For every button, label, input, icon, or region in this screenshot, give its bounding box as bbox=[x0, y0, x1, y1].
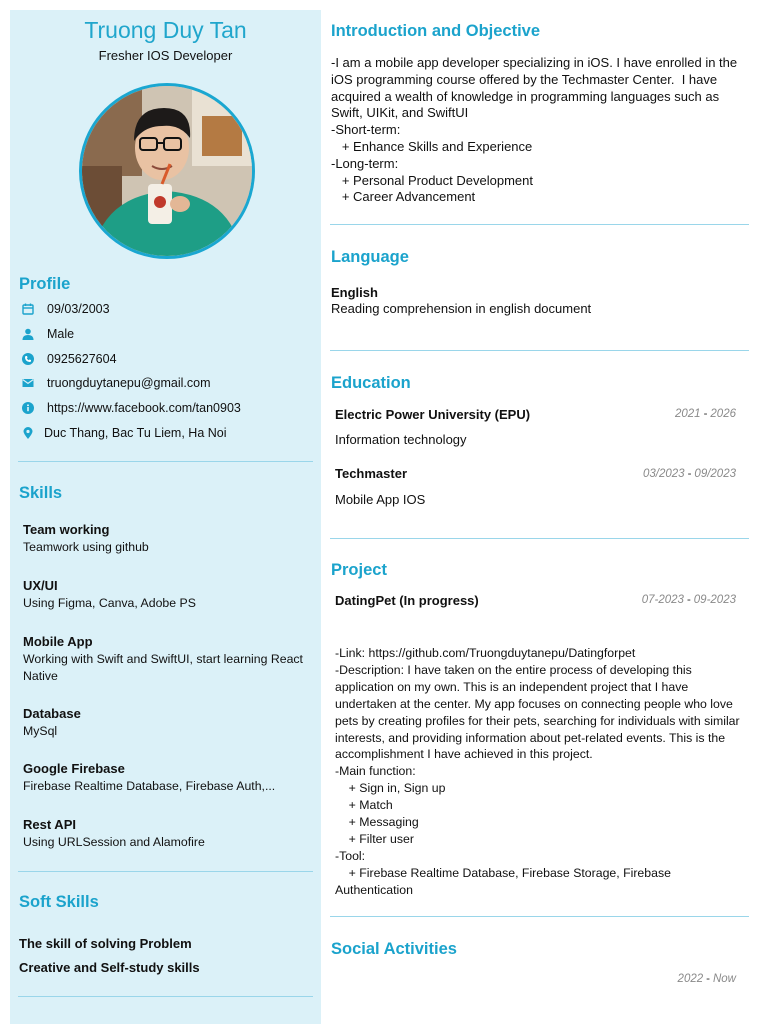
education-field: Information technology bbox=[335, 432, 467, 447]
project-line: -Description: I have taken on the entire process of developing this bbox=[335, 662, 692, 677]
education-school: Electric Power University (EPU) bbox=[335, 407, 531, 422]
divider bbox=[330, 224, 749, 225]
intro-line: acquired a wealth of knowledge in programming languages such as bbox=[331, 88, 720, 104]
date-end: 2026 bbox=[710, 408, 736, 420]
sidebar bbox=[10, 10, 321, 1024]
profile-gender bbox=[22, 326, 74, 342]
skill-title: Mobile App bbox=[23, 634, 93, 649]
language-name: English bbox=[331, 285, 378, 300]
profile-email bbox=[22, 375, 210, 391]
soft-skills-heading: Soft Skills bbox=[19, 893, 99, 911]
divider bbox=[18, 996, 313, 997]
intro-line: + Career Advancement bbox=[331, 189, 476, 205]
divider bbox=[330, 538, 749, 539]
project-line: application on my own. This is an independent project that I have bbox=[335, 679, 689, 694]
skill-title: Google Firebase bbox=[23, 761, 125, 776]
email-icon bbox=[22, 377, 34, 389]
project-description bbox=[335, 645, 747, 899]
profile-address-text: Duc Thang, Bac Tu Liem, Ha Noi bbox=[44, 426, 227, 440]
intro-line: -Long-term: bbox=[331, 155, 399, 171]
skill-desc: Firebase Realtime Database, Firebase Auth,... bbox=[23, 779, 276, 793]
intro-line: + Enhance Skills and Experience bbox=[331, 138, 533, 154]
location-icon bbox=[22, 427, 34, 439]
education-heading: Education bbox=[331, 374, 411, 392]
skill-desc: Teamwork using github bbox=[23, 540, 149, 554]
language-desc: Reading comprehension in english document bbox=[331, 301, 592, 316]
project-line: + Filter user bbox=[335, 831, 414, 846]
education-dates bbox=[675, 408, 736, 420]
project-line: + Sign in, Sign up bbox=[335, 781, 446, 796]
person-icon bbox=[22, 328, 34, 340]
divider bbox=[18, 461, 313, 462]
profile-heading: Profile bbox=[19, 275, 71, 293]
divider bbox=[18, 871, 313, 872]
date-end: 09-2023 bbox=[693, 594, 736, 606]
profile-dob-text: 09/03/2003 bbox=[47, 302, 110, 316]
project-dates bbox=[642, 594, 736, 606]
date-end: Now bbox=[712, 973, 736, 985]
info-icon bbox=[22, 402, 34, 414]
date-separator: - bbox=[687, 468, 692, 480]
language-heading: Language bbox=[331, 248, 409, 266]
profile-phone bbox=[22, 351, 117, 367]
candidate-role: Fresher IOS Developer bbox=[98, 48, 233, 63]
profile-dob bbox=[22, 301, 110, 317]
skills-heading: Skills bbox=[19, 484, 63, 502]
profile-facebook bbox=[22, 400, 241, 416]
intro-line: + Personal Product Development bbox=[331, 172, 533, 188]
avatar-photo bbox=[82, 86, 252, 256]
date-start: 07-2023 bbox=[641, 594, 684, 606]
soft-skill-item: Creative and Self-study skills bbox=[19, 960, 200, 975]
project-line: Authentication bbox=[335, 882, 413, 897]
avatar bbox=[79, 83, 255, 259]
skill-desc: Using Figma, Canva, Adobe PS bbox=[23, 596, 196, 610]
date-separator: - bbox=[703, 408, 708, 420]
social-heading: Social Activities bbox=[331, 940, 457, 958]
project-line: + Match bbox=[335, 798, 393, 813]
profile-email-text[interactable]: truongduytanepu@gmail.com bbox=[47, 376, 211, 390]
project-line: -Main function: bbox=[335, 764, 416, 779]
project-heading: Project bbox=[331, 561, 387, 579]
intro-line: Swift, UIKit, and SwiftUI bbox=[331, 105, 469, 121]
project-title: DatingPet (In progress) bbox=[335, 593, 479, 608]
project-line: -Tool: bbox=[335, 848, 366, 863]
date-start: 2021 bbox=[674, 408, 701, 420]
candidate-name: Truong Duy Tan bbox=[84, 17, 247, 43]
skill-title: Team working bbox=[23, 522, 110, 537]
soft-skill-item: The skill of solving Problem bbox=[19, 936, 192, 951]
project-line: -Link: https://github.com/Truongduytanepu/Datingforpet bbox=[335, 646, 636, 660]
education-dates bbox=[643, 468, 736, 480]
project-line: + Firebase Realtime Database, Firebase Storage, Firebase bbox=[335, 865, 671, 880]
phone-icon bbox=[22, 353, 34, 365]
project-line: interests, and providing information about pet-related events. This is the bbox=[335, 730, 726, 745]
skill-title: Rest API bbox=[23, 817, 76, 832]
divider bbox=[330, 350, 749, 351]
intro-line: -I am a mobile app developer specializing in iOS. I have enrolled in the bbox=[331, 55, 738, 70]
date-start: 03/2023 bbox=[643, 468, 685, 480]
skill-desc: Working with Swift and SwiftUI, start learning React Native bbox=[23, 652, 303, 683]
intro-heading: Introduction and Objective bbox=[331, 22, 541, 40]
project-line: + Messaging bbox=[335, 815, 419, 830]
date-start: 2022 bbox=[677, 973, 704, 985]
profile-gender-text: Male bbox=[47, 327, 75, 341]
profile-address bbox=[22, 425, 227, 441]
education-field: Mobile App IOS bbox=[335, 492, 426, 507]
education-school: Techmaster bbox=[335, 466, 408, 481]
skill-desc: Using URLSession and Alamofire bbox=[23, 835, 205, 849]
profile-phone-text: 0925627604 bbox=[47, 352, 117, 366]
social-dates bbox=[678, 973, 736, 985]
project-line: accomplishment I have achieved in this project. bbox=[335, 747, 593, 762]
date-end: 09/2023 bbox=[694, 468, 736, 480]
skill-title: Database bbox=[23, 706, 81, 721]
intro-text bbox=[331, 55, 746, 206]
intro-line: -Short-term: bbox=[331, 122, 401, 138]
project-line: undertaken at the center. My app focuses on connecting people who love bbox=[335, 696, 733, 711]
profile-facebook-link[interactable]: https://www.facebook.com/tan0903 bbox=[47, 401, 241, 415]
divider bbox=[330, 916, 749, 917]
skill-desc: MySql bbox=[23, 724, 58, 738]
date-separator: - bbox=[706, 973, 710, 985]
intro-line: iOS programming course offered by the Techmaster Center. I have bbox=[331, 71, 718, 87]
project-line: pets by creating profiles for their pets, searching for individuals with similar bbox=[335, 713, 740, 728]
date-separator: - bbox=[686, 594, 691, 606]
calendar-icon bbox=[22, 303, 34, 315]
skill-title: UX/UI bbox=[23, 578, 58, 593]
